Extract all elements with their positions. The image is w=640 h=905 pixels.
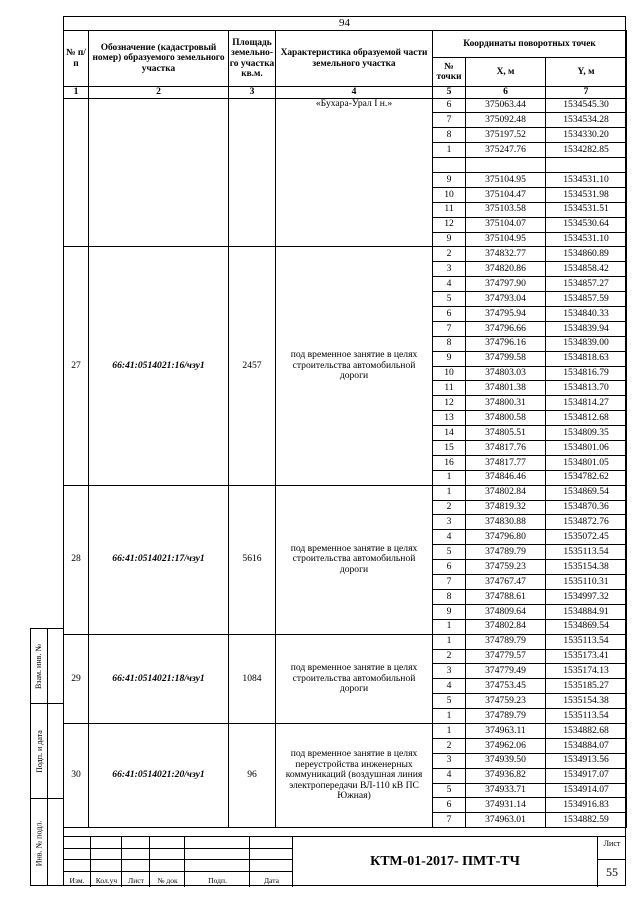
point-number: 2 [433,500,466,515]
coord-x: 374846.46 [466,470,546,485]
coord-y: 1534914.07 [546,783,627,798]
coord-x: 374802.84 [466,619,546,634]
point-number: 8 [433,128,466,143]
coord-y: 1534814.27 [546,396,627,411]
parcel-characteristic: под временное занятие в целях строительства автомобильной дороги [276,485,433,634]
point-number: 9 [433,173,466,188]
point-number: 12 [433,217,466,232]
point-number: 1 [433,485,466,500]
coord-y: 1534818.63 [546,351,627,366]
point-number: 10 [433,366,466,381]
coord-x: 375104.95 [466,232,546,247]
point-number: 2 [433,738,466,753]
coord-x: 374796.80 [466,530,546,545]
coord-x: 374817.77 [466,455,546,470]
coord-y: 1534530.64 [546,217,627,232]
coord-y: 1534884.91 [546,604,627,619]
coord-x: 374819.32 [466,500,546,515]
coord-x: 374801.38 [466,381,546,396]
coord-y: 1534813.70 [546,381,627,396]
column-index: 3 [229,87,276,99]
coord-x: 374809.64 [466,604,546,619]
coord-y: 1535154.38 [546,560,627,575]
coord-y: 1534869.54 [546,485,627,500]
coord-y: 1534917.07 [546,768,627,783]
header-characteristic: Характеристика образуемой части земельного участка [276,31,433,87]
coord-x: 374803.03 [466,366,546,381]
point-number: 4 [433,679,466,694]
stamp-col [63,837,91,887]
page-number: 94 [339,17,350,29]
point-number: 13 [433,411,466,426]
parcel-number: 27 [64,247,89,485]
coord-x: 375104.47 [466,187,546,202]
coord-x: 374779.57 [466,649,546,664]
header-designation: Обозначение (кадастровый номер) образуемого земельного участка [89,31,229,87]
cadastral-number [89,98,229,247]
coord-y: 1535185.27 [546,679,627,694]
coord-x: 375104.07 [466,217,546,232]
stamp-col [185,837,250,887]
side-label-vzam: Взам. инв. № [34,643,44,690]
parcel-area: 1084 [229,634,276,723]
header-x: X, м [466,58,546,87]
point-number: 3 [433,664,466,679]
point-number: 3 [433,262,466,277]
table-row [64,247,627,262]
point-number: 5 [433,783,466,798]
coord-y: 1534839.94 [546,321,627,336]
coord-y: 1534858.42 [546,262,627,277]
side-seg-podp [31,704,64,799]
point-number: 5 [433,292,466,307]
document-id: КТМ-01-2017- ПМТ-ТЧ [293,837,598,887]
point-number: 10 [433,187,466,202]
coord-x: 374830.88 [466,515,546,530]
sheet-box [598,837,626,887]
side-seg-inv [31,799,64,887]
sheet-number: 55 [598,859,626,880]
side-seg-vzam [31,629,64,704]
stamp-col [91,837,122,887]
coord-y: 1534330.20 [546,128,627,143]
coord-x: 374933.71 [466,783,546,798]
coord-y: 1534882.68 [546,723,627,738]
coord-x: 375104.95 [466,173,546,188]
coord-x: 374789.79 [466,709,546,724]
coord-x: 374802.84 [466,485,546,500]
coord-y: 1534869.54 [546,619,627,634]
coord-y: 1535113.54 [546,634,627,649]
coord-x: 374800.31 [466,396,546,411]
coord-y: 1534913.56 [546,753,627,768]
point-number: 11 [433,202,466,217]
point-number: 1 [433,634,466,649]
coord-y: 1534839.00 [546,336,627,351]
coord-x: 374759.23 [466,560,546,575]
point-number: 6 [433,307,466,322]
parcel-number: 30 [64,723,89,827]
point-number: 7 [433,321,466,336]
parcel-characteristic: под временное занятие в целях строительства автомобильной дороги [276,634,433,723]
stamp-label-list: Лист [128,876,144,885]
parcel-area [229,98,276,247]
coord-y: 1534997.32 [546,589,627,604]
coord-x: 374931.14 [466,798,546,813]
point-number: 9 [433,604,466,619]
stamp-label-izm: Изм. [69,876,85,885]
parcel-area: 96 [229,723,276,827]
coord-x: 374795.94 [466,307,546,322]
stamp-col [250,837,293,887]
coord-y: 1535174.13 [546,664,627,679]
coord-x: 374939.50 [466,753,546,768]
side-label-inv: Инв. № подл. [34,820,44,866]
point-number: 6 [433,798,466,813]
coord-x: 374796.66 [466,321,546,336]
coord-x: 374817.76 [466,441,546,456]
point-number: 7 [433,575,466,590]
cadastral-number: 66:41:0514021:20/чзу1 [89,723,229,827]
point-number: 6 [433,560,466,575]
coord-x: 374789.79 [466,545,546,560]
coord-x: 374832.77 [466,247,546,262]
stamp-label-podp: Подп. [208,876,227,885]
coord-y: 1535173.41 [546,649,627,664]
point-number: 9 [433,351,466,366]
coord-x: 374779.49 [466,664,546,679]
coord-y: 1534857.27 [546,277,627,292]
coord-x: 374799.58 [466,351,546,366]
stamp-label-ndoc: № док [157,876,178,885]
coord-x: 374797.90 [466,277,546,292]
point-number: 7 [433,813,466,828]
coord-y: 1535072.45 [546,530,627,545]
coord-y: 1535113.54 [546,709,627,724]
coord-y: 1534531.10 [546,173,627,188]
header-coords: Координаты поворотных точек [433,31,627,58]
cadastral-number: 66:41:0514021:18/чзу1 [89,634,229,723]
parcel-characteristic: «Бухара-Урал I н.» [276,98,433,247]
coord-x: 374800.58 [466,411,546,426]
coord-y: 1534840.33 [546,307,627,322]
coord-x: 374962.06 [466,738,546,753]
column-index: 5 [433,87,466,99]
coord-x: 374788.61 [466,589,546,604]
coordinates-table [63,30,627,828]
parcel-number [64,98,89,247]
coord-y: 1534812.68 [546,411,627,426]
coord-x: 374796.16 [466,336,546,351]
point-number: 5 [433,545,466,560]
coord-y: 1534870.36 [546,500,627,515]
table-row [64,634,627,649]
parcel-area: 2457 [229,247,276,485]
coord-y: 1534282.85 [546,143,627,158]
point-number: 1 [433,619,466,634]
coord-x: 374793.04 [466,292,546,307]
header-point: № точки [433,58,466,87]
column-index: 6 [466,87,546,99]
header-y: Y, м [546,58,627,87]
coord-y: 1534857.59 [546,292,627,307]
point-number: 15 [433,441,466,456]
stamp-label-kolуч: Кол.уч [95,876,118,885]
column-index: 2 [89,87,229,99]
sheet-label: Лист [603,839,621,848]
column-index: 1 [64,87,89,99]
point-number: 4 [433,530,466,545]
header-num: № п/п [64,31,89,87]
coord-x: 374936.82 [466,768,546,783]
coord-y: 1534531.98 [546,187,627,202]
point-number: 4 [433,277,466,292]
parcel-number: 29 [64,634,89,723]
coord-y: 1534860.89 [546,247,627,262]
coord-x: 374805.51 [466,426,546,441]
parcel-number: 28 [64,485,89,634]
header-area: Площадь земельно-го участка кв.м. [229,31,276,87]
coord-y: 1534809.35 [546,426,627,441]
stamp-col [150,837,185,887]
table-row [64,485,627,500]
coord-x: 374789.79 [466,634,546,649]
coord-y: 1534545.30 [546,98,627,113]
coord-x: 374759.23 [466,694,546,709]
parcel-characteristic: под временное занятие в целях строительства автомобильной дороги [276,247,433,485]
stamp-label-date: Дата [264,876,279,885]
coord-y: 1534816.79 [546,366,627,381]
point-number [433,158,466,173]
point-number: 9 [433,232,466,247]
table-row [64,98,627,113]
point-number: 4 [433,768,466,783]
coord-x: 375197.52 [466,128,546,143]
coord-y: 1535154.38 [546,694,627,709]
coord-x: 375063.44 [466,98,546,113]
parcel-characteristic: под временное занятие в целях переустройства инженерных коммуникаций (воздушная линия электропередачи ВЛ-110 кВ ПС Южная) [276,723,433,827]
point-number: 2 [433,247,466,262]
coord-x: 374820.86 [466,262,546,277]
coord-x: 375247.76 [466,143,546,158]
point-number: 6 [433,98,466,113]
title-block [63,836,626,887]
coord-y: 1534531.51 [546,202,627,217]
coord-y: 1534882.59 [546,813,627,828]
point-number: 1 [433,143,466,158]
coord-x: 374963.01 [466,813,546,828]
coord-x: 374963.11 [466,723,546,738]
point-number: 1 [433,709,466,724]
coord-y: 1534916.83 [546,798,627,813]
coord-y: 1534801.05 [546,455,627,470]
coord-y: 1534872.76 [546,515,627,530]
point-number: 8 [433,589,466,604]
coord-y: 1535110.31 [546,575,627,590]
coord-y: 1534801.06 [546,441,627,456]
coord-x: 374767.47 [466,575,546,590]
point-number: 2 [433,649,466,664]
coord-y: 1534884.07 [546,738,627,753]
point-number: 1 [433,723,466,738]
coord-y: 1535113.54 [546,545,627,560]
point-number: 3 [433,515,466,530]
table-body [64,98,627,828]
cadastral-number: 66:41:0514021:16/чзу1 [89,247,229,485]
coord-y: 1534534.28 [546,113,627,128]
coord-y [546,158,627,173]
point-number: 14 [433,426,466,441]
point-number: 5 [433,694,466,709]
coord-x: 375092.48 [466,113,546,128]
point-number: 1 [433,470,466,485]
table-row [64,723,627,738]
point-number: 16 [433,455,466,470]
coord-x: 375103.58 [466,202,546,217]
coord-y: 1534782.62 [546,470,627,485]
parcel-area: 5616 [229,485,276,634]
point-number: 11 [433,381,466,396]
coord-y: 1534531.10 [546,232,627,247]
column-index: 7 [546,87,627,99]
point-number: 12 [433,396,466,411]
coord-x: 374753.45 [466,679,546,694]
column-index: 4 [276,87,433,99]
point-number: 3 [433,753,466,768]
point-number: 7 [433,113,466,128]
cadastral-number: 66:41:0514021:17/чзу1 [89,485,229,634]
stamp-col [122,837,150,887]
coord-x [466,158,546,173]
point-number: 8 [433,336,466,351]
side-strip [30,628,63,886]
side-label-podp: Подп. и дата [34,730,44,773]
